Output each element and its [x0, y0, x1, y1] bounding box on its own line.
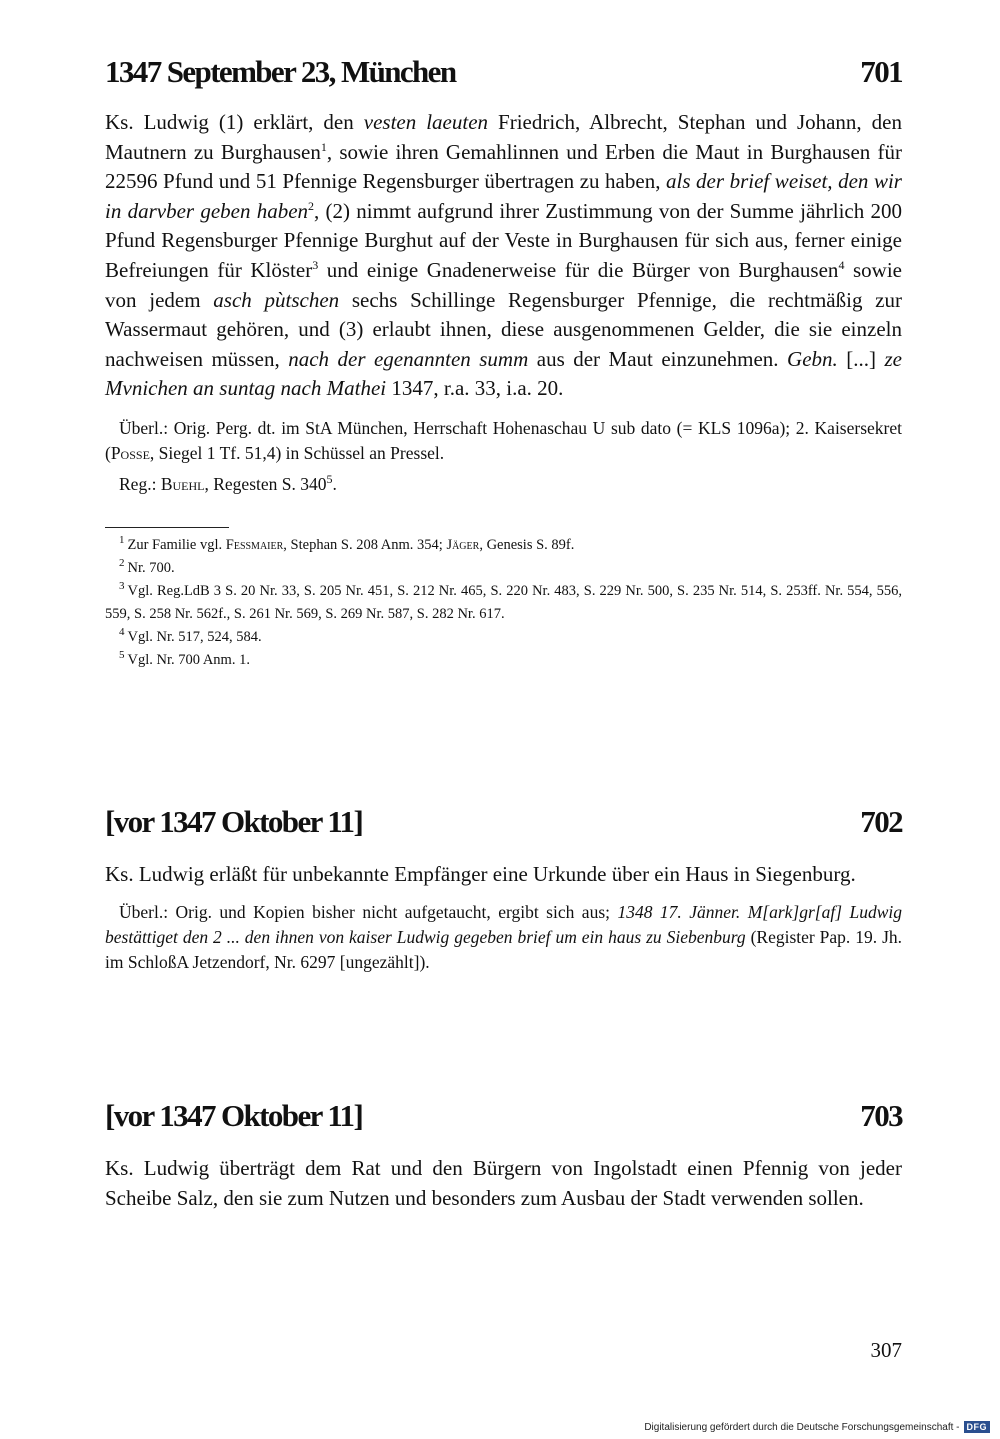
text-segment: Vgl. Reg.LdB 3 S. 20 Nr. 33, S. 205 Nr. 451, S. 212 Nr. 465, S. 220 Nr. 483, S. 229 Nr. 500, S. 235 Nr. 514, S. 253ff. Nr. 554, 556, 559, S. 258 Nr. 562f., S. 261 Nr. 569, S. 269 Nr. 587, S. 282 Nr. 617.	[105, 582, 902, 622]
entry-date-place: 1347 September 23, München	[105, 54, 456, 89]
footnote-ref[interactable]: 3	[312, 257, 319, 272]
text-segment: sowie von jedem	[105, 257, 902, 312]
author-name: Buehl	[160, 473, 205, 494]
text-segment: , Stephan S. 208 Anm. 354;	[283, 536, 447, 553]
transmission-note	[105, 900, 902, 975]
footnote-4	[105, 626, 902, 649]
entry-703	[105, 1096, 902, 1213]
entry-date-place: [vor 1347 Oktober 11]	[105, 1098, 363, 1133]
regest-text: Ks. Ludwig überträgt dem Rat und den Bürgern von Ingolstadt einen Pfennig von jeder Scheibe Salz, den sie zum Nutzen und besonders zum Ausbau der Stadt verwenden sollen.	[105, 1156, 902, 1210]
footnote-2	[105, 557, 902, 580]
footnote-divider	[105, 527, 229, 528]
text-segment: .	[332, 473, 337, 494]
text-segment: aus der Maut einzunehmen.	[528, 346, 788, 371]
text-segment: und einige Gnadenerweise für die Bürger von Burghausen	[318, 257, 839, 282]
text-segment: Überl.: Orig. und Kopien bisher nicht aufgetaucht, ergibt sich aus;	[119, 901, 618, 922]
text-segment: Ks. Ludwig (1) erklärt, den	[105, 110, 364, 134]
footnote-number: 4	[119, 626, 125, 639]
footnote-ref[interactable]: 5	[326, 472, 333, 487]
entry-header	[105, 802, 902, 842]
text-segment: Vgl. Nr. 700 Anm. 1.	[127, 651, 250, 668]
quoted-text: ze Mvnichen an suntag nach Mathei	[105, 346, 902, 401]
page-number: 307	[870, 1338, 902, 1362]
text-segment: sechs Schillinge Regensburger Pfennige, die rechtmäßig zur Wassermaut gehören, und (3) erlaubt ihnen, diese ausgenommenen Gelder, die sie einzeln nachweisen müssen,	[105, 287, 902, 371]
entry-header	[105, 52, 902, 92]
footnote-1	[105, 534, 902, 557]
quoted-text: asch pùtschen	[213, 287, 340, 312]
entry-number: 702	[860, 804, 902, 839]
regest-text: Ks. Ludwig erläßt für unbekannte Empfänger eine Urkunde über ein Haus in Siegenburg.	[105, 862, 856, 886]
footnote-number: 3	[119, 580, 125, 593]
text-segment: Reg.:	[119, 473, 161, 494]
dfg-logo-icon: DFG	[964, 1421, 991, 1433]
author-name: Jäger	[446, 536, 480, 553]
digitization-credit	[644, 1421, 990, 1433]
text-segment: , Regesten S. 340	[204, 473, 327, 494]
text-segment: , (2) nimmt aufgrund ihrer Zustimmung von der Summe jährlich 200 Pfund Regensburger Pfennige Burghut auf der Veste in Burghausen für sich aus, ferner einige Befreiungen für Klöster	[105, 198, 902, 282]
quoted-text: 1348 17. Jänner. M[ark]gr[af] Ludwig bestättiget den 2 ... den ihnen von kaiser Ludwig gegeben brief um ein haus zu Siebenburg	[105, 901, 902, 947]
footnote-5	[105, 649, 902, 672]
text-segment: 1347, r.a. 33, i.a. 20.	[386, 376, 564, 401]
credit-text: Digitalisierung gefördert durch die Deutsche Forschungsgemeinschaft -	[644, 1421, 960, 1433]
entry-date-place: [vor 1347 Oktober 11]	[105, 804, 363, 839]
transmission-note	[105, 416, 902, 466]
text-segment: Nr. 700.	[127, 559, 175, 576]
author-name: Fessmaier	[225, 536, 284, 553]
footnote-ref[interactable]: 2	[308, 198, 315, 213]
text-segment: , Genesis S. 89f.	[479, 536, 575, 553]
footnote-number: 1	[119, 534, 125, 547]
text-segment: (Register Pap. 19. Jh. im SchloßA Jetzendorf, Nr. 6297 [ungezählt]).	[105, 926, 902, 972]
footnote-number: 5	[119, 649, 125, 662]
quoted-text: vesten laeuten	[363, 110, 489, 134]
quoted-text: als der brief weiset, den wir in darvber geben haben	[105, 169, 902, 223]
footnote-number: 2	[119, 557, 125, 570]
entry-number: 703	[860, 1098, 902, 1133]
text-segment: Vgl. Nr. 517, 524, 584.	[127, 628, 262, 645]
entry-header	[105, 1096, 902, 1136]
footnote-ref[interactable]: 1	[320, 139, 327, 154]
text-segment: [...]	[837, 346, 885, 371]
entry-701	[105, 52, 902, 672]
author-name: Posse	[110, 442, 150, 463]
regest-reference	[105, 472, 902, 497]
text-segment: Zur Familie vgl.	[127, 536, 226, 553]
entry-number: 701	[860, 54, 902, 89]
text-segment: Friedrich, Albrecht, Stephan und Johann, den Mautnern zu Burghausen	[105, 110, 902, 164]
regest-text	[105, 108, 902, 404]
text-segment: , Siegel 1 Tf. 51,4) in Schüssel an Pressel.	[149, 442, 445, 463]
footnote-3	[105, 580, 902, 626]
quoted-text: Gebn.	[787, 346, 838, 371]
text-segment: , sowie ihren Gemahlinnen und Erben die Maut in Burghausen für 22596 Pfund und 51 Pfennige Regensburger übertragen zu haben,	[105, 139, 903, 194]
document-page	[105, 52, 903, 1210]
footnote-ref[interactable]: 4	[838, 257, 845, 272]
footnotes	[105, 534, 902, 672]
text-segment: Überl.: Orig. Perg. dt. im StA München, Herrschaft Hohenaschau U sub dato (= KLS 1096a); 2. Kaisersekret (	[105, 417, 902, 463]
entry-702	[105, 802, 902, 975]
quoted-text: nach der egenannten summ	[288, 346, 529, 371]
